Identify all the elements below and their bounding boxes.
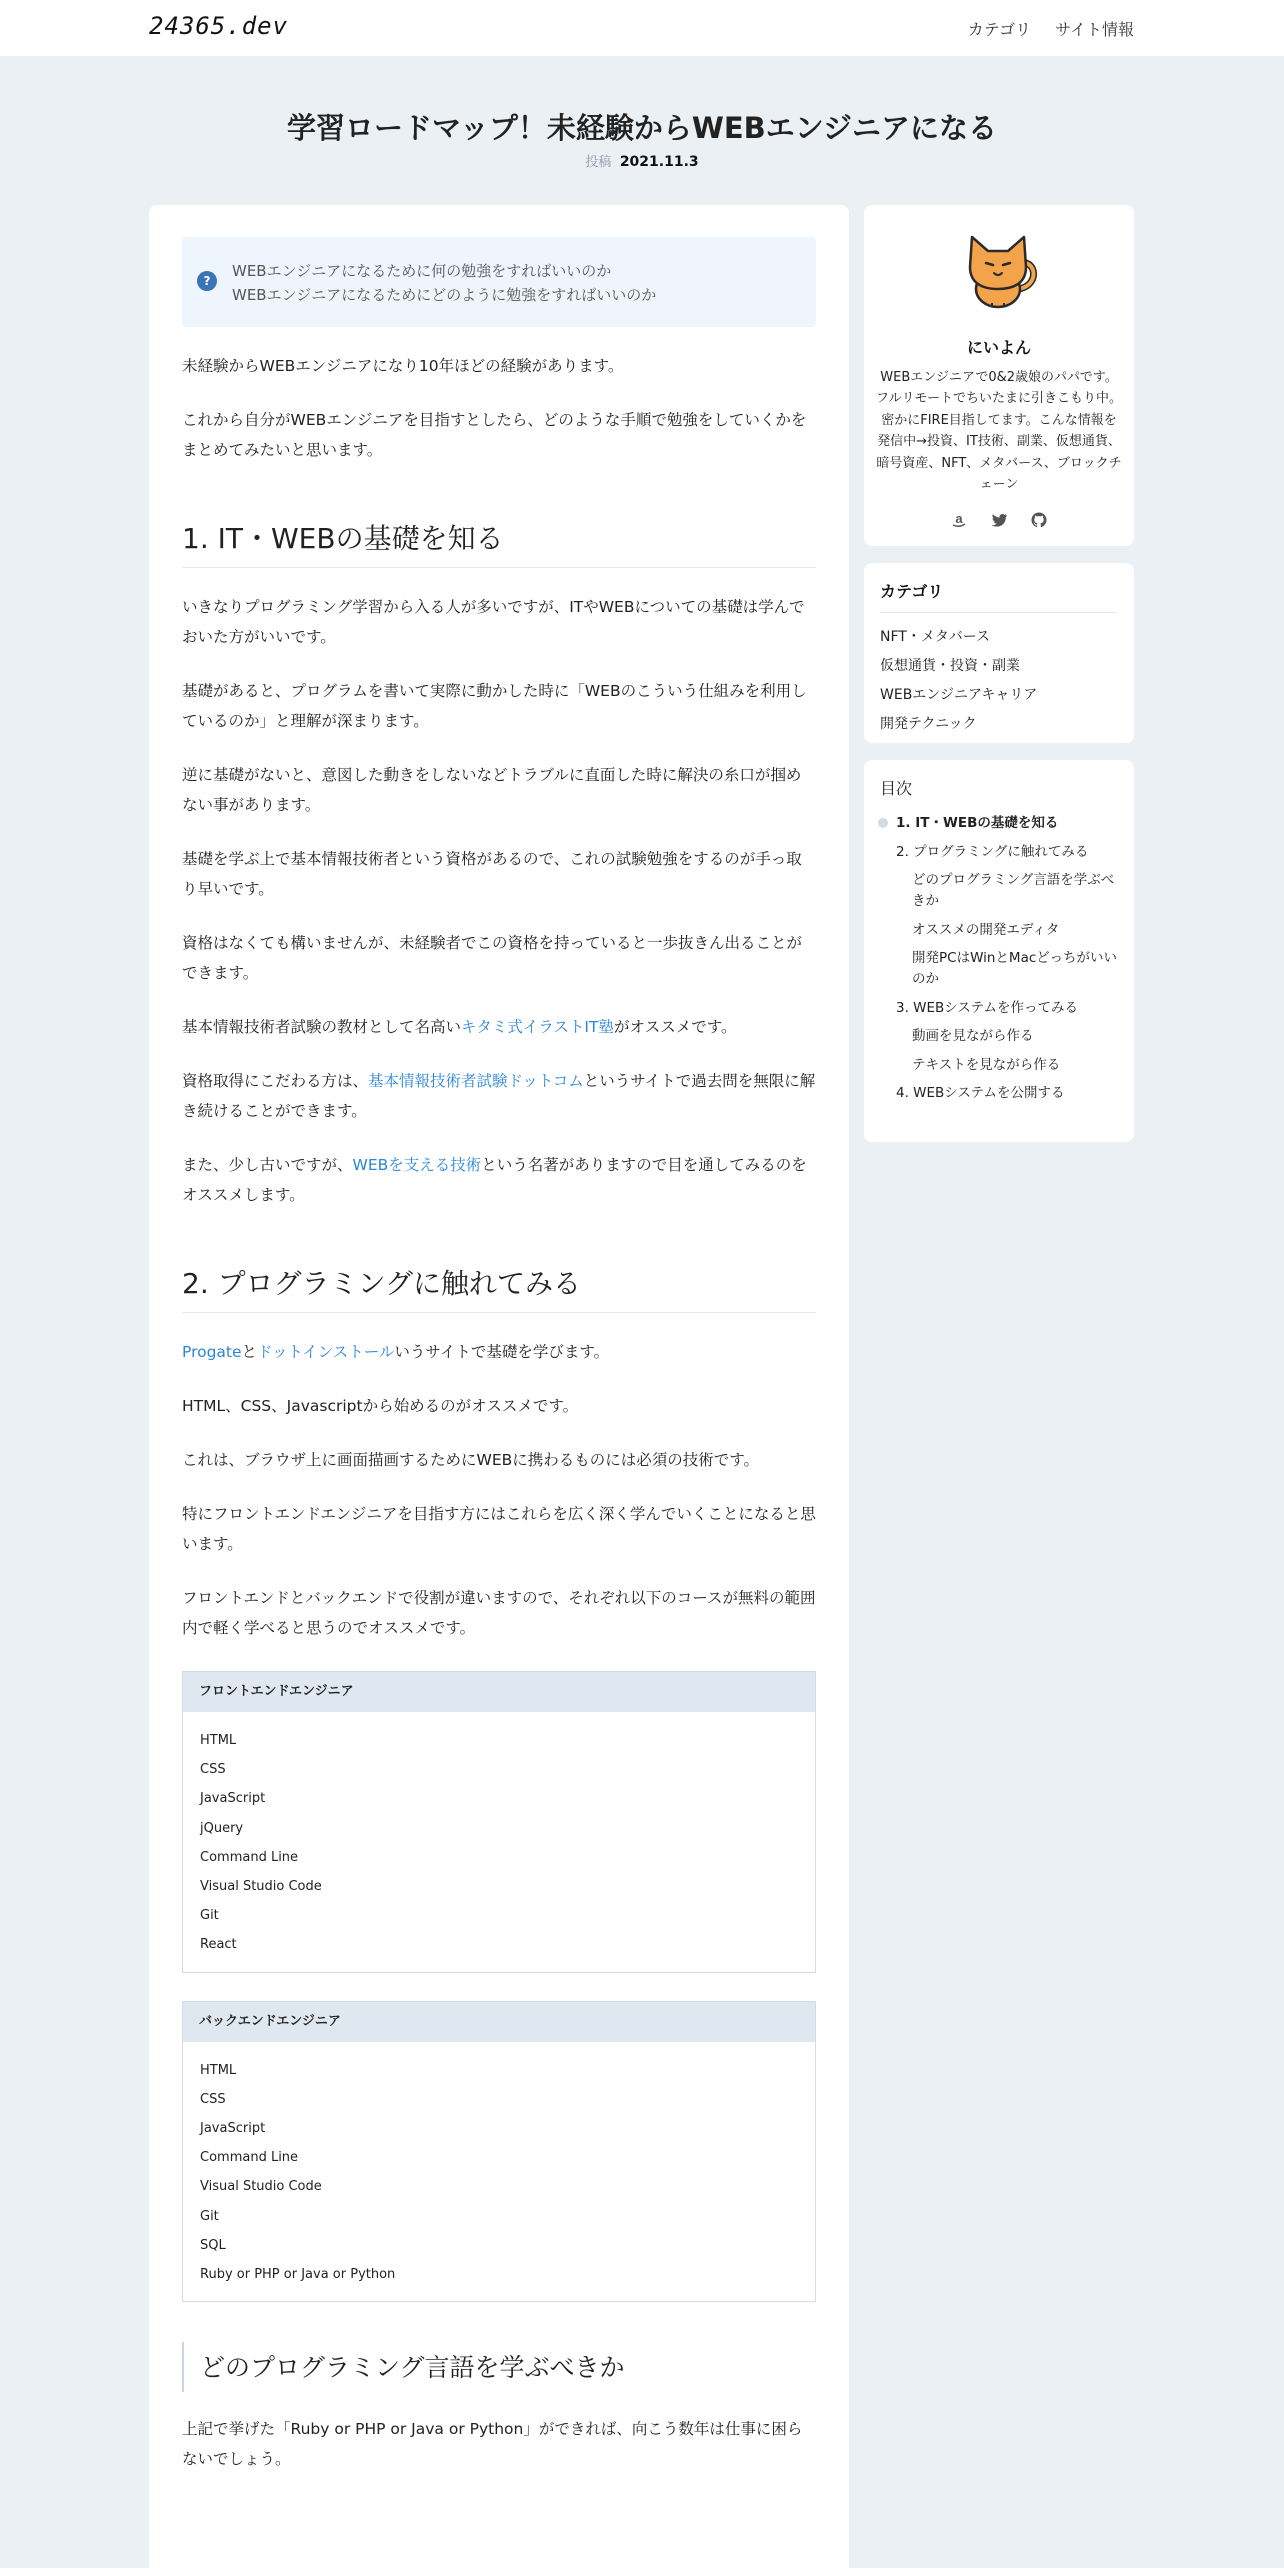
post-title: 学習ロードマップ！未経験からWEBエンジニアになる (286, 111, 998, 145)
list-item: CSS (200, 1762, 226, 1778)
paragraph: 上記で挙げた「Ruby or PHP or Java or Python」ができれば、向こう数年は仕事に困らないでしょう。 (182, 2420, 803, 2469)
text: また、少し古いですが、 (182, 1156, 353, 1174)
section-heading-programming: 2. プログラミングに触れてみる (182, 1262, 816, 1313)
paragraph: 資格はなくても構いませんが、未経験者でこの資格を持っていると一歩抜きん出ることができます。 (182, 934, 803, 982)
frontend-box-list (183, 1712, 815, 1972)
list-item: JavaScript (200, 1791, 266, 1807)
subsection-heading-language: どのプログラミング言語を学ぶべきか (182, 2342, 816, 2392)
categories-card (864, 563, 1134, 743)
paragraph: 特にフロントエンドエンジニアを目指す方にはこれらを広く深く学んでいくことになると思います。 (182, 1505, 816, 1553)
backend-box-title: バックエンドエンジニア (183, 2002, 815, 2042)
list-item: Visual Studio Code (200, 1879, 322, 1895)
list-item: Ruby or PHP or Java or Python (200, 2267, 396, 2283)
paragraph: 基礎があると、プログラムを書いて実際に動かした時に「WEBのこういう仕組みを利用しているのか」と理解が深まります。 (182, 682, 807, 730)
categories-title: カテゴリ (880, 579, 1118, 613)
twitter-icon[interactable] (990, 511, 1008, 529)
site-header (0, 0, 1284, 56)
backend-box-list (183, 2042, 815, 2302)
toc-subitem[interactable]: 動画を見ながら作る (912, 1028, 1034, 1044)
paragraph: 逆に基礎がないと、意図した動きをしないなどトラブルに直面した時に解決の糸口が掴めない事があります。 (182, 766, 802, 814)
post-date: 2021.11.3 (619, 154, 699, 170)
category-item[interactable]: WEBエンジニアキャリア (880, 687, 1038, 703)
github-icon[interactable] (1030, 511, 1048, 529)
category-item[interactable]: NFT・メタバース (880, 629, 990, 645)
intro-paragraph: これから自分がWEBエンジニアを目指すとしたら、どのような手順で勉強をしていくかをまとめてみたいと思います。 (182, 411, 807, 459)
section-heading-basics: 1. IT・WEBの基礎を知る (182, 517, 816, 568)
text: 資格取得にこだわる方は、 (182, 1072, 369, 1090)
profile-name: にいよん (966, 338, 1031, 357)
list-item: Command Line (200, 1849, 299, 1865)
link-progate[interactable]: Progate (182, 1343, 242, 1361)
list-item: jQuery (200, 1820, 244, 1836)
nav-item-categories[interactable]: カテゴリ (967, 20, 1032, 39)
svg-text:a: a (955, 511, 963, 526)
paragraph (182, 1337, 816, 1367)
amazon-icon[interactable] (950, 511, 968, 529)
site-logo[interactable]: 24365.dev (149, 12, 289, 40)
paragraph: これは、ブラウザ上に画面描画するためにWEBに携わるものには必須の技術です。 (182, 1451, 760, 1469)
link-kitami-it[interactable]: キタミ式イラストIT塾 (461, 1018, 614, 1036)
intro-paragraph: 未経験からWEBエンジニアになり10年ほどの経験があります。 (182, 357, 624, 375)
nav-item-site-info[interactable]: サイト情報 (1055, 20, 1134, 39)
notice-line: WEBエンジニアになるために何の勉強をすればいいのか (232, 262, 612, 280)
profile-card (864, 205, 1134, 546)
post-date-label: 投稿 (585, 155, 612, 170)
toc-subitem[interactable]: テキストを見ながら作る (912, 1056, 1061, 1073)
toc-item[interactable]: 3. WEBシステムを作ってみる (896, 999, 1078, 1016)
social-links (864, 511, 1134, 529)
cat-avatar-icon (956, 227, 1042, 313)
list-item: Git (200, 1908, 219, 1924)
question-icon: ? (197, 271, 217, 291)
link-dotinstall[interactable]: ドットインストール (257, 1343, 395, 1361)
post-meta (0, 151, 1284, 170)
article-body (182, 237, 816, 2498)
frontend-box-title: フロントエンドエンジニア (183, 1672, 815, 1712)
category-item[interactable]: 仮想通貨・投資・副業 (880, 658, 1020, 674)
text: いうサイトで基礎を学びます。 (394, 1343, 610, 1361)
question-notice (182, 237, 816, 327)
toc-subitem[interactable]: 開発PCはWinとMacどっちがいいのか (912, 950, 1117, 987)
text: と (241, 1343, 258, 1361)
paragraph: フロントエンドとバックエンドで役割が違いますので、それぞれ以下のコースが無料の範囲内で軽く学べると思うのでオススメです。 (182, 1589, 816, 1637)
paragraph (182, 1150, 816, 1210)
article-card (149, 205, 849, 2568)
toc-item[interactable]: 4. WEBシステムを公開する (896, 1085, 1065, 1101)
toc-item[interactable]: 2. プログラミングに触れてみる (896, 843, 1089, 860)
top-nav (968, 17, 1134, 40)
profile-bio: WEBエンジニアで0&2歳娘のパパです。フルリモートでちいたまに引きこもり中。密かにFIRE目指してます。こんな情報を発信中→投資、IT技術、副業、仮想通貨、暗号資産、NFT、メタバース、ブロックチェーン (876, 370, 1122, 493)
paragraph: 基礎を学ぶ上で基本情報技術者という資格があるので、これの試験勉強をするのが手っ取り早いです。 (182, 850, 802, 898)
category-item[interactable]: 開発テクニック (880, 716, 977, 732)
text: というサイトで過去問を無限に解き続けることができます。 (182, 1072, 816, 1120)
paragraph (182, 1012, 816, 1042)
list-item: React (200, 1937, 237, 1953)
backend-course-box (182, 2001, 816, 2303)
toc-subitem[interactable]: どのプログラミング言語を学ぶべきか (912, 872, 1115, 909)
list-item: Command Line (200, 2150, 299, 2166)
text: 基本情報技術者試験の教材として名高い (182, 1018, 462, 1036)
list-item: Git (200, 2208, 219, 2224)
list-item: JavaScript (200, 2121, 266, 2137)
paragraph (182, 1066, 816, 1126)
toc-title: 目次 (880, 779, 913, 798)
list-item: HTML (200, 2062, 237, 2078)
toc-item-active[interactable]: 1. IT・WEBの基礎を知る (878, 813, 1118, 834)
list-item: HTML (200, 1733, 237, 1748)
text: がオススメです。 (613, 1018, 737, 1036)
link-fe-siken[interactable]: 基本情報技術者試験ドットコム (368, 1072, 584, 1090)
toc-list (878, 813, 1118, 1112)
category-list (880, 623, 1037, 739)
list-item: SQL (200, 2237, 226, 2253)
list-item: Visual Studio Code (200, 2179, 322, 2195)
paragraph: HTML、CSS、Javascriptから始めるのがオススメです。 (182, 1397, 579, 1415)
list-item: CSS (200, 2091, 226, 2107)
paragraph: いきなりプログラミング学習から入る人が多いですが、ITやWEBについての基礎は学んでおいた方がいいです。 (182, 598, 805, 646)
toc-card (864, 760, 1134, 1142)
text: という名著がありますので目を通してみるのをオススメします。 (182, 1156, 807, 1204)
link-web-book[interactable]: WEBを支える技術 (352, 1156, 482, 1174)
frontend-course-box (182, 1671, 816, 1973)
notice-line: WEBエンジニアになるためにどのように勉強をすればいいのか (232, 286, 657, 304)
toc-subitem[interactable]: オススメの開発エディタ (912, 921, 1060, 938)
